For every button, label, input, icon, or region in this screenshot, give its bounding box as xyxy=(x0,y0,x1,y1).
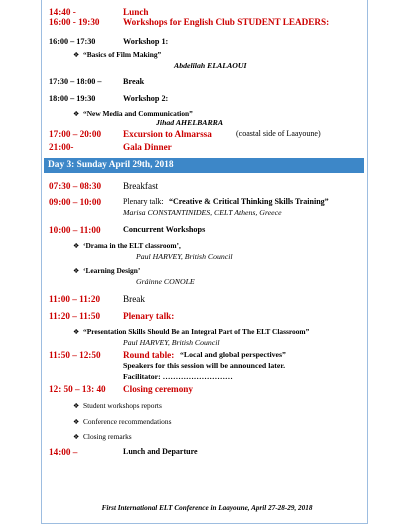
workshop-drama-title: ❖ ‘Drama in the ELT classroom’, xyxy=(73,241,181,250)
diamond-bullet-icon: ❖ xyxy=(73,328,80,336)
workshop2-presenter: Jihad AHELBARRA xyxy=(156,118,224,127)
diamond-bullet-icon: ❖ xyxy=(73,51,80,59)
closing-item: ❖ Conference recommendations xyxy=(73,417,172,426)
diamond-bullet-icon: ❖ xyxy=(73,402,80,410)
day3-heading: Day 3: Sunday April 29th, 2018 xyxy=(44,158,364,173)
workshop-learning-presenter: Gráinne CONOLE xyxy=(136,277,195,286)
diamond-bullet-icon: ❖ xyxy=(73,433,80,441)
closing-item: ❖ Closing remarks xyxy=(73,432,132,441)
roundtable-speakers-note: Speakers for this session will be announced later. xyxy=(123,361,286,370)
plenary2-presenter: Paul HARVEY, British Council xyxy=(123,338,220,347)
workshop1-title: ❖ “Basics of Film Making” xyxy=(73,50,162,59)
diamond-bullet-icon: ❖ xyxy=(73,242,80,250)
plenary1-presenter: Marisa CONSTANTINIDES, CELT Athens, Greece xyxy=(123,208,282,217)
plenary2-title: ❖ “Presentation Skills Should Be an Integral Part of The ELT Classroom” xyxy=(73,327,310,336)
diamond-bullet-icon: ❖ xyxy=(73,267,80,275)
diamond-bullet-icon: ❖ xyxy=(73,418,80,426)
workshop-learning-title: ❖ ‘Learning Design’ xyxy=(73,266,141,275)
diamond-bullet-icon: ❖ xyxy=(73,110,80,118)
page-footer: First International ELT Conference in Laayoune, April 27-28-29, 2018 xyxy=(101,504,313,512)
closing-item: ❖ Student workshops reports xyxy=(73,401,162,410)
workshop-drama-presenter: Paul HARVEY, British Council xyxy=(136,252,233,261)
workshop1-presenter: Abdelilah ELALAOUI xyxy=(174,61,247,70)
roundtable-facilitator: Facilitator: ……………………… xyxy=(123,372,233,381)
workshop2-title: ❖ “New Media and Communication” xyxy=(73,109,193,118)
